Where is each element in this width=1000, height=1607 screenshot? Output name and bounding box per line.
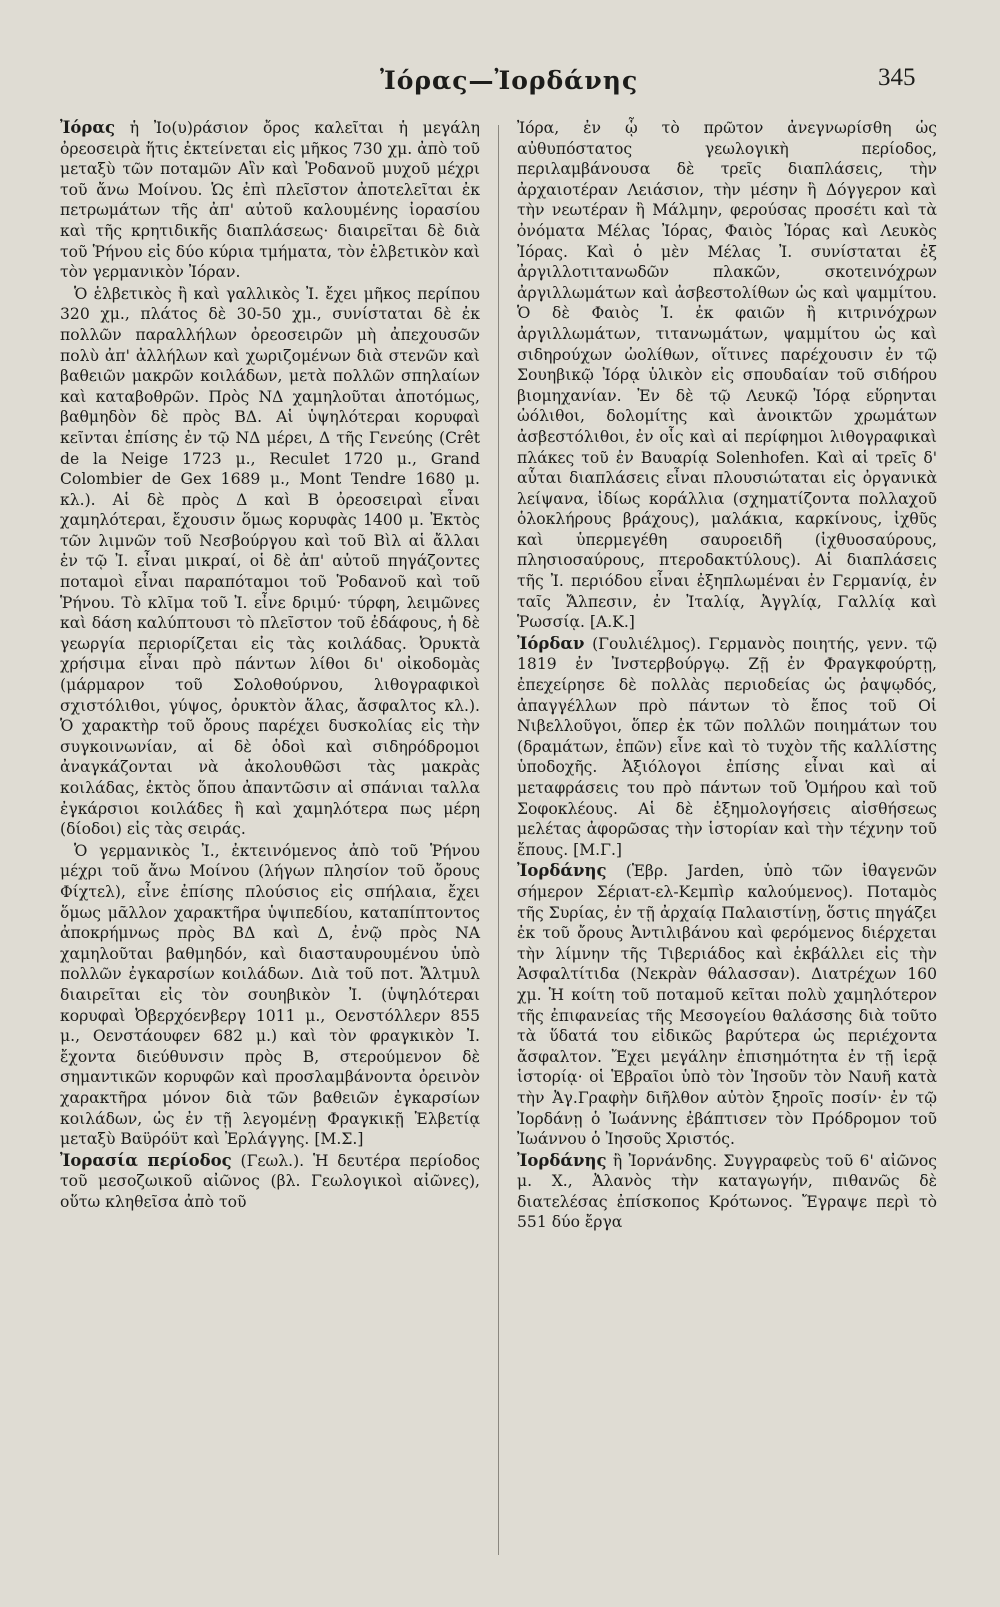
entry-ioras-german [60, 841, 480, 1150]
entry-text: Ἰόρα, ἐν ᾧ τὸ πρῶτον ἀνεγνωρίσθη ὡς αὐθυπόστατος γεωλογικὴ περίοδος, περιλαμβάνουσα δὲ τρεῖς διαπλάσεις, τὴν ἀρχαιοτέραν Λειάσιον, τὴν μέσην ἢ Δόγγερον καὶ τὴν νεωτέραν ἢ Μάλμην, φερούσας προσέτι καὶ τὰ ὀνόματα Μέλας Ἰόρας, Φαιὸς Ἰόρας καὶ Λευκὸς Ἰόρας. Καὶ ὁ μὲν Μέλας Ἰ. συνίσταται ἐξ ἀργιλλοτιτανωδῶν πλακῶν, σκοτεινόχρων ἀργιλλωμάτων καὶ ἀσβεστολίθων ὡς καὶ ψαμμίτου. Ὁ δὲ Φαιὸς Ἰ. ἐκ φαιῶν ἢ κιτρινόχρων ἀργιλλωμάτων, τιτανωμάτων, ψαμμίτου ὡς καὶ σιδηρούχων ὠολίθων, οἵτινες παρέχουσιν ἐν τῷ Σουηβικῷ Ἰόρᾳ ὑλικὸν εἰς σπουδαίαν τοῦ σιδήρου βιομηχανίαν. Ἐν δὲ τῷ Λευκῷ Ἰόρᾳ εὕρηνται ὠόλιθοι, δολομίτης καὶ ἀνοικτῶν χρωμάτων ἀσβεστόλιθοι, ἐν οἷς καὶ αἱ περίφημοι λιθογραφικαὶ πλάκες τοῦ ἐν Βαυαρίᾳ Solenhofen. Καὶ αἱ τρεῖς δ' αὗται διαπλάσεις εἶναι πλουσιώταται εἰς ὀργανικὰ λείψανα, ἰδίως κοράλλια (σχηματίζοντα πολλαχοῦ ὁλοκλήρους βράχους), μαλάκια, καρκίνους, ἰχθῦς καὶ ὑπερμεγέθη σαυροειδῆ (ἰχθυοσαύρους, πλησιοσαύρους, πτεροδακτύλους). Αἱ διαπλάσεις τῆς Ἰ. περιόδου εἶναι ἐξηπλωμέναι ἐν Γερμανίᾳ, ἐν ταῖς Ἄλπεσιν, ἐν Ἰταλίᾳ, Ἀγγλίᾳ, Γαλλίᾳ καὶ Ῥωσσίᾳ. [Α.Κ.] [517, 119, 937, 632]
entry-text: (Ἑβρ. Jarden, ὑπὸ τῶν ἰθαγενῶν σήμερον Σέριατ-ελ-Κεμπὶρ καλούμενος). Ποταμὸς τῆς Συρίας, ἐν τῇ ἀρχαίᾳ Παλαιστίνῃ, ὅστις πηγάζει ἐκ τοῦ ὄρους Ἀντιλιβάνου καὶ φερόμενος διέρχεται τὴν λίμνην τῆς Τιβεριάδος καὶ ἐκβάλλει εἰς τὴν Ἀσφαλτίτιδα (Νεκρὰν θάλασσαν). Διατρέχων 160 χμ. Ἡ κοίτη τοῦ ποταμοῦ κεῖται πολὺ χαμηλότερον τῆς ἐπιφανείας τῆς Μεσογείου θαλάσσης διὰ τοῦτο τὰ ὕδατά του εἰδικῶς βαρύτερα ὡς περιέχοντα ἄσφαλτον. Ἔχει μεγάλην ἐπισημότητα ἐν τῇ ἱερᾷ ἱστορίᾳ· οἱ Ἑβραῖοι ὑπὸ τὸν Ἰησοῦν τὸν Ναυῆ κατὰ τὴν Ἀγ.Γραφὴν διῆλθον αὐτὸν ξηροῖς ποσίν· ἐν τῷ Ἰορδάνῃ ὁ Ἰωάννης ἐβάπτισεν τὸν Πρόδρομον τοῦ Ἰωάννου ὁ Ἰησοῦς Χριστός. [517, 862, 937, 1149]
page-number: 345 [878, 64, 916, 91]
entry-text: ἡ Ἰο(υ)ράσιον ὄρος καλεῖται ἡ μεγάλη ὀρεοσειρὰ ἥτις ἐκτείνεται εἰς μῆκος 730 χμ. ἀπὸ τοῦ μεταξὺ τῶν ποταμῶν Αἲν καὶ Ῥοδανοῦ μυχοῦ μέχρι τοῦ ἄνω Μοίνου. Ὡς ἐπὶ πλεῖστον ἀποτελεῖται ἐκ πετρωμάτων τῆς ἀπ' αὐτοῦ καλουμένης ἰορασίου καὶ τῆς κρητιδικῆς διαπλάσεως· διαιρεῖται δὲ διὰ τοῦ Ῥήνου εἰς δύο κύρια τμήματα, τὸν ἑλβετικὸν καὶ τὸν γερμανικὸν Ἰόραν. [60, 119, 480, 282]
entry-text: ἢ Ἰορνάνδης. Συγγραφεὺς τοῦ 6' αἰῶνος μ. Χ., Ἀλανὸς τὴν καταγωγήν, πιθανῶς δὲ διατελέσας ἐπίσκοπος Κρότωνος. Ἔγραψε περὶ τὸ 551 δύο ἔργα [517, 1151, 937, 1232]
right-column [517, 118, 937, 1234]
running-head [0, 62, 1000, 102]
entry-text: (Γουλιέλμος). Γερμανὸς ποιητής, γενν. τῷ 1819 ἐν Ἰνστερβούργῳ. Ζῇ ἐν Φραγκφούρτῃ, ἐπεχείρησε δὲ πολλὰς περιοδείας ὡς ῥαψῳδός, ἀπαγγέλλων πρὸ πάντων τὸ ἔπος τοῦ Οἱ Νιβελλοῦγοι, ὅπερ ἐκ τῶν πολλῶν ποιημάτων του (δραμάτων, ἐπῶν) εἶνε καὶ τὸ τυχὸν τῆς καλλίστης ὑποδοχῆς. Ἀξιόλογοι ἐπίσης εἶναι καὶ αἱ μεταφράσεις του πρὸ πάντων τοῦ Ὁμήρου καὶ τοῦ Σοφοκλέους. Αἱ δὲ ἐξημολογήσεις αἰσθήσεως μελέτας ἀφορῶσας τὴν ἱστορίαν καὶ τὴν τέχνην τοῦ ἔπους. [Μ.Γ.] [517, 634, 937, 859]
entry-text: Ὁ γερμανικὸς Ἰ., ἐκτεινόμενος ἀπὸ τοῦ Ῥήνου μέχρι τοῦ ἄνω Μοίνου (λήγων πλησίον τοῦ ὄρους Φίχτελ), εἶνε ἐπίσης πλούσιος εἰς σπήλαια, ἔχει ὅμως μᾶλλον χαρακτῆρα ὑψιπεδίου, καταπίπτοντος ἀποκρήμνως πρὸς ΒΔ καὶ Δ, ἐνῷ πρὸς ΝΑ χαμηλοῦται βαθμηδόν, καὶ διασταυρουμένου ὑπὸ πολλῶν ἐγκαρσίων κοιλάδων. Διὰ τοῦ ποτ. Ἄλτμυλ διαιρεῖται εἰς τὸν σουηβικὸν Ἰ. (ὑψηλότεραι κορυφαὶ Ὀβερχόενβεργ 1011 μ., Οενστόλλερν 855 μ., Οενστάουφεν 682 μ.) καὶ τὸν φραγκικὸν Ἰ. ἔχοντα διεύθυνσιν πρὸς Β, στερούμενον δὲ σημαντικῶν κορυφῶν καὶ προσλαμβάνοντα ὀρεινὸν χαρακτῆρα μόνον διὰ τῶν βαθειῶν ἐγκαρσίων κοιλάδων, ὡς ἐν τῇ λεγομένῃ Φραγκικῇ Ἑλβετίᾳ μεταξὺ Βαϋρόϋτ καὶ Ἐρλάγγης. [Μ.Σ.] [60, 841, 480, 1149]
entry-ioras-helvetic [60, 284, 480, 840]
entry-headword: Ἰορδάνης [517, 1150, 607, 1170]
entry-headword: Ἰόρας [60, 118, 116, 137]
entry-headword: Ἰόρδαν [517, 633, 585, 653]
entry-ioras [60, 118, 480, 283]
entry-iordan [517, 634, 937, 861]
entry-text: (Γεωλ.). Ἡ δευτέρα περίοδος τοῦ μεσοζωικοῦ αἰῶνος (βλ. Γεωλογικοὶ αἰῶνες), οὕτω κληθεῖσα ἀπὸ τοῦ [60, 1151, 480, 1211]
column-divider [498, 125, 499, 1555]
entry-continuation [517, 118, 937, 633]
entry-text: Ὁ ἑλβετικὸς ἢ καὶ γαλλικὸς Ἰ. ἔχει μῆκος περίπου 320 χμ., πλάτος δὲ 30-50 χμ., συνίσταται δὲ ἐκ πολλῶν παραλλήλων ὀρεοσειρῶν μὴ ἀπεχουσῶν πολὺ ἀπ' ἀλλήλων καὶ χωριζομένων διὰ στενῶν καὶ βαθειῶν μακρῶν κοιλάδων, μετὰ πολλῶν σπηλαίων καὶ καταβοθρῶν. Πρὸς ΝΔ χαμηλοῦται ἀποτόμως, βαθμηδὸν δὲ πρὸς ΒΔ. Αἱ ὑψηλότεραι κορυφαὶ κεῖνται ἐπίσης ἐν τῷ ΝΔ μέρει, Δ τῆς Γενεύης (Crêt de la Neige 1723 μ., Reculet 1720 μ., Grand Colombier de Gex 1689 μ., Mont Tendre 1680 μ. κλ.). Αἱ δὲ πρὸς Δ καὶ Β ὀρεοσειραὶ εἶναι χαμηλότεραι, ἔχουσιν ὅμως κορυφὰς 1400 μ. Ἐκτὸς τῶν λιμνῶν τοῦ Νεσβούργου καὶ τοῦ Βὶλ αἱ ἄλλαι ἐν τῷ Ἰ. εἶναι μικραί, οἱ δὲ ἀπ' αὐτοῦ πηγάζοντες ποταμοὶ εἶναι παραπόταμοι τοῦ Ῥοδανοῦ καὶ τοῦ Ῥήνου. Τὸ κλῖμα τοῦ Ἰ. εἶνε δριμύ· τύρφη, λειμῶνες καὶ δάση καλύπτουσι τὸ πλεῖστον τοῦ ἐδάφους, ἡ δὲ γεωργία περιορίζεται εἰς τὰς κοιλάδας. Ὀρυκτὰ χρήσιμα εἶναι πρὸ πάντων λίθοι δι' οἰκοδομὰς (μάρμαρον τοῦ Σολοθούρνου, λιθογραφικοὶ σχιστόλιθοι, γύψος, ὀρυκτὸν ἅλας, ἄσφαλτος κλ.). Ὁ χαρακτὴρ τοῦ ὄρους παρέχει δυσκολίας εἰς τὴν συγκοινωνίαν, αἱ δὲ ὁδοὶ καὶ σιδηρόδρομοι ἀναγκάζονται νὰ ἀκολουθῶσι τὰς μακρὰς κοιλάδας, ἐκτὸς ὅπου ἀπαντῶσιν αἱ σπάνιαι ταλλα ἐγκάρσιοι κοιλάδες ἢ καὶ χαμηλότερα πως μέρη (δίοδοι) εἰς τὰς σειράς. [60, 284, 480, 839]
entry-iorasia-periodos [60, 1151, 480, 1213]
entry-headword: Ἰορασία περίοδος [60, 1150, 232, 1170]
running-head-title: Ἰόρας—Ἰορδάνης [380, 66, 639, 95]
entry-headword: Ἰορδάνης [517, 861, 607, 881]
entry-iordanes-writer [517, 1151, 937, 1233]
left-column [60, 118, 480, 1213]
entry-iordanes-river [517, 861, 937, 1149]
